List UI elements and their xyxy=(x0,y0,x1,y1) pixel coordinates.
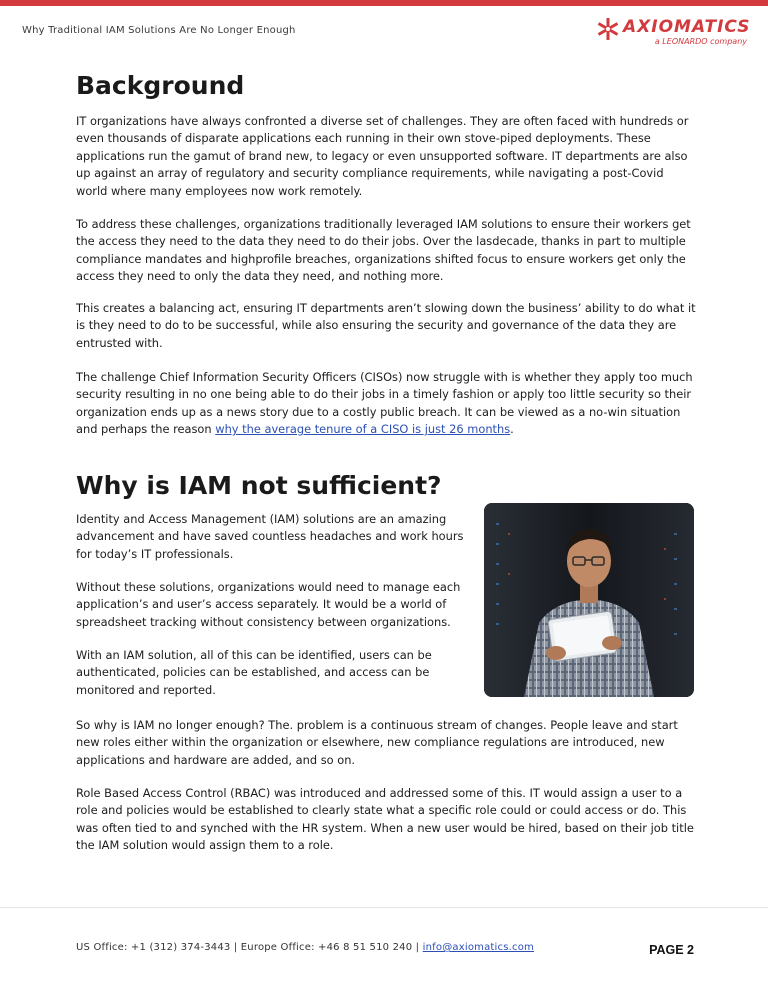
why-paragraph-2: Without these solutions, organizations would need to manage each application’s and user’s access separately. It would be a world of spreadsheet tracking without consistency between organizations. xyxy=(76,580,461,629)
footer-divider xyxy=(0,907,768,908)
why-paragraph-1: Identity and Access Management (IAM) solutions are an amazing advancement and have saved countless headaches and work hours for today’s IT professionals. xyxy=(76,512,464,561)
why-paragraph-3: With an IAM solution, all of this can be identified, users can be authenticated, policies can be established, and access can be monitored and reported. xyxy=(76,648,432,697)
footer-office-numbers: US Office: +1 (312) 374-3443 | Europe Office: +46 8 51 510 240 | xyxy=(76,942,423,953)
axiomatics-logo-icon xyxy=(596,17,620,41)
background-paragraph-4-text: The challenge Chief Information Security Officers (CISOs) now struggle with is whether they apply too much security resulting in no one being able to do their jobs in a timely fashion or apply too little security so their organization ends up as a news story due to a costly public breach. It can be viewed as a no-win situation and perhaps the reason xyxy=(76,370,693,437)
background-paragraph-2: To address these challenges, organizations traditionally leveraged IAM solutions to ensure their workers get the access they need to the data they need to do their jobs. Over the lasdecade, thanks in part to multiple compliance mandates and highprofile breaches, organizations shifted focus to ensure workers get only the access they need to only the data they need, and nothing more. xyxy=(76,217,691,284)
document-header-title: Why Traditional IAM Solutions Are No Longer Enough xyxy=(22,25,296,36)
footer-contact xyxy=(76,942,534,953)
why-paragraph-4: So why is IAM no longer enough? The. problem is a continuous stream of changes. People leave and start new roles either within the organization or elsewhere, new compliance regulations are introduced, new applications and hardware are added, and so on. xyxy=(76,718,678,767)
photo-illustration xyxy=(484,503,694,697)
page-number: PAGE 2 xyxy=(649,943,694,957)
person-with-tablet-photo xyxy=(484,503,694,697)
background-paragraph-3: This creates a balancing act, ensuring IT departments aren’t slowing down the business’ ability to do what it is they need to do to be successful, while also ensuring the security and governance of the data they are entrusted with. xyxy=(76,301,696,350)
logo-wordmark: AXIOMATICS xyxy=(623,17,751,37)
ciso-tenure-link[interactable]: why the average tenure of a CISO is just 26 months xyxy=(215,422,511,437)
top-accent-bar xyxy=(0,0,768,6)
background-paragraph-4-end: . xyxy=(510,422,514,437)
footer-email-link[interactable]: info@axiomatics.com xyxy=(422,942,534,953)
why-iam-heading: Why is IAM not sufficient? xyxy=(76,471,442,500)
logo-tagline: a LEONARDO company xyxy=(654,37,747,46)
background-heading: Background xyxy=(76,71,245,100)
background-paragraph-1: IT organizations have always confronted a diverse set of challenges. They are often faced with hundreds or even thousands of disparate applications each running in their own stove-piped deployments. These applications run the gamut of brand new, to legacy or even unsupported software. IT departments are also up against an array of regulatory and security compliance requirements, while navigating a post-Covid world where many employees now work remotely. xyxy=(76,114,689,198)
company-logo xyxy=(596,17,751,49)
why-paragraph-5: Role Based Access Control (RBAC) was introduced and addressed some of this. IT would assign a user to a role and policies would be established to clearly state what a specific role could or could access or do. This was often tied to and synched with the HR system. When a new user would be hired, based on their job title the IAM solution would assign them to a role. xyxy=(76,786,694,853)
background-paragraph-4 xyxy=(76,369,696,439)
